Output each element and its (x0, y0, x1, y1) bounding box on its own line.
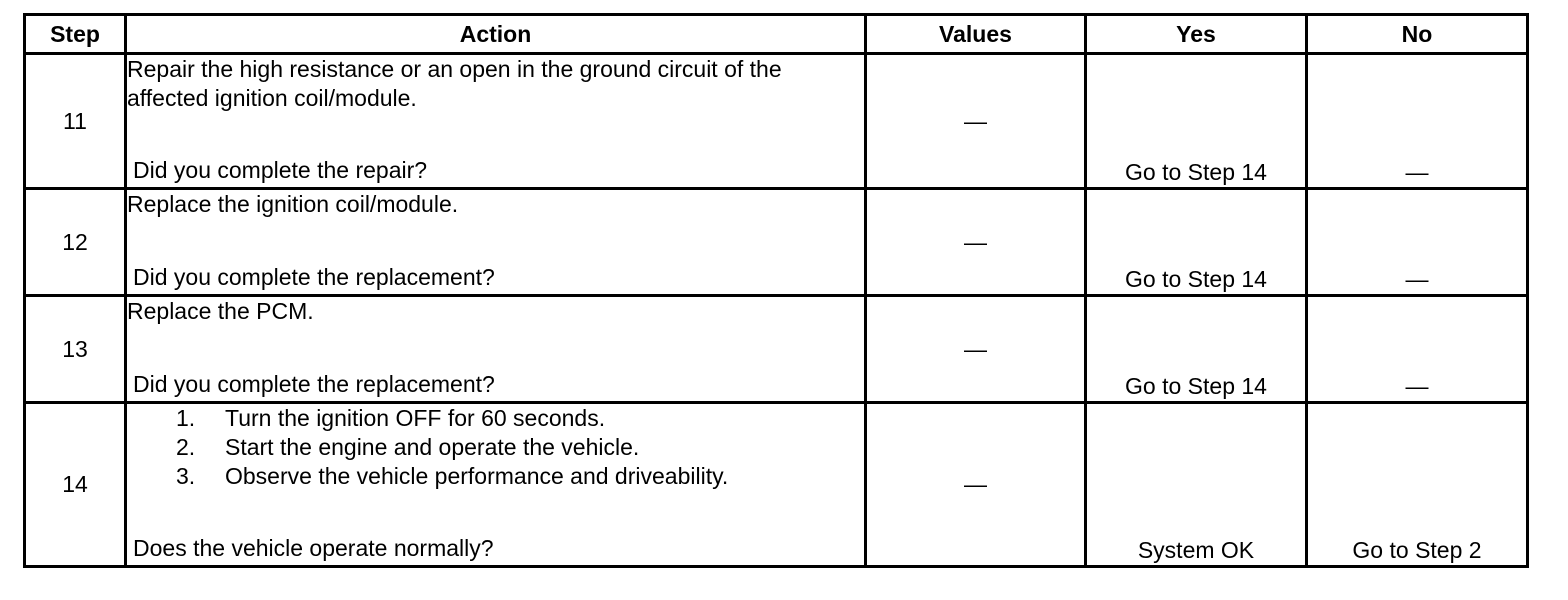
action-instruction: Repair the high resistance or an open in the ground circuit of the affected ignition coil/module. (127, 56, 782, 111)
step-number: 14 (25, 403, 126, 567)
action-cell (126, 403, 866, 567)
action-question: Did you complete the replacement? (133, 264, 495, 290)
action-cell (126, 189, 866, 296)
substep-number: 1. (176, 405, 196, 431)
no-cell: — (1307, 54, 1528, 189)
values-cell: — (866, 296, 1086, 403)
substep-item (127, 404, 864, 433)
header-no: No (1307, 15, 1528, 54)
action-cell (126, 296, 866, 403)
step-number: 12 (25, 189, 126, 296)
substep-number: 3. (176, 463, 196, 489)
action-cell (126, 54, 866, 189)
no-cell: Go to Step 2 (1307, 403, 1528, 567)
values-cell: — (866, 189, 1086, 296)
no-cell: — (1307, 189, 1528, 296)
yes-cell: Go to Step 14 (1086, 189, 1307, 296)
values-cell: — (866, 403, 1086, 567)
action-question: Does the vehicle operate normally? (133, 535, 494, 561)
yes-cell: System OK (1086, 403, 1307, 567)
substep-text: Observe the vehicle performance and driveability. (225, 463, 729, 489)
header-row (25, 15, 1528, 54)
substep-item (127, 462, 864, 491)
table-row (25, 54, 1528, 189)
header-action: Action (126, 15, 866, 54)
substep-text: Start the engine and operate the vehicle. (225, 434, 640, 460)
table-row (25, 403, 1528, 567)
substep-text: Turn the ignition OFF for 60 seconds. (225, 405, 606, 431)
step-number: 11 (25, 54, 126, 189)
header-yes: Yes (1086, 15, 1307, 54)
no-cell: — (1307, 296, 1528, 403)
step-number: 13 (25, 296, 126, 403)
action-instruction: Replace the ignition coil/module. (127, 191, 459, 217)
yes-cell: Go to Step 14 (1086, 296, 1307, 403)
header-step: Step (25, 15, 126, 54)
values-cell: — (866, 54, 1086, 189)
table-row (25, 189, 1528, 296)
substep-number: 2. (176, 434, 196, 460)
action-question: Did you complete the repair? (133, 157, 428, 183)
diagnostic-table (23, 13, 1529, 568)
header-values: Values (866, 15, 1086, 54)
action-instruction: Replace the PCM. (127, 298, 314, 324)
substep-list (127, 404, 864, 491)
substep-item (127, 433, 864, 462)
action-question: Did you complete the replacement? (133, 371, 495, 397)
yes-cell: Go to Step 14 (1086, 54, 1307, 189)
table-row (25, 296, 1528, 403)
